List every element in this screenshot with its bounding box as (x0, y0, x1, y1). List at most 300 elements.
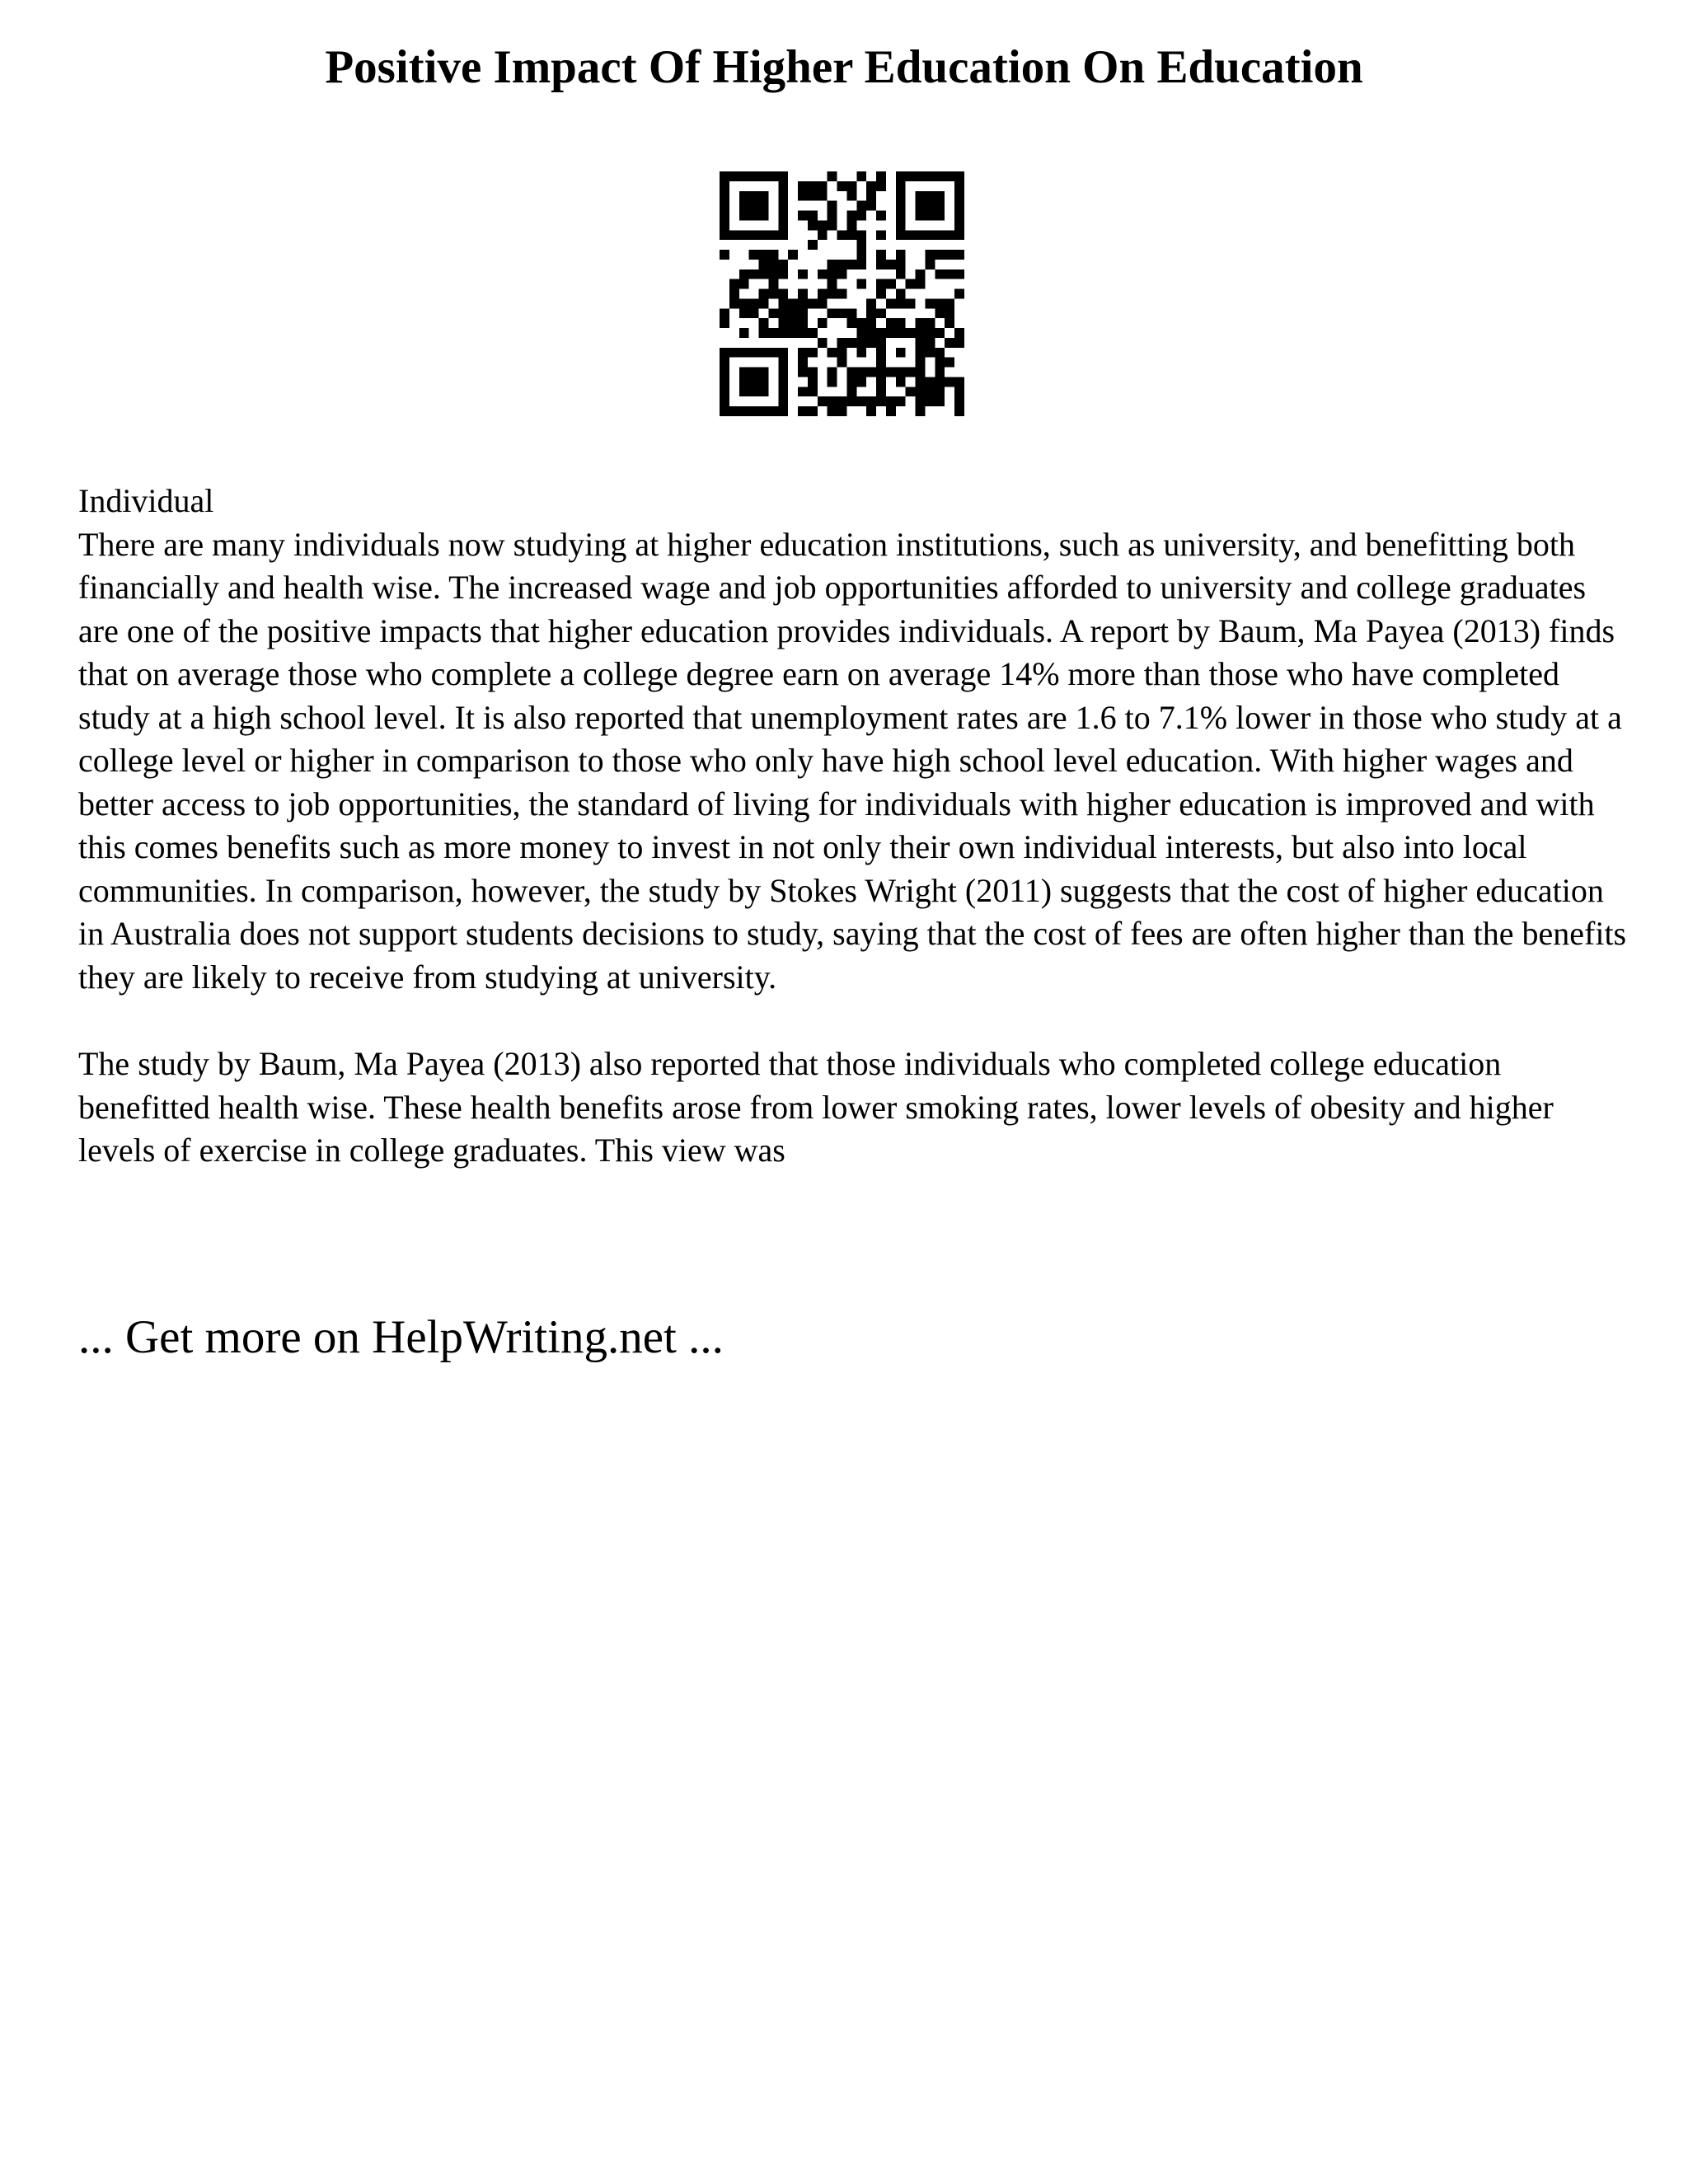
document-title: Positive Impact Of Higher Education On Education (325, 41, 1363, 93)
qr-module (837, 181, 847, 191)
qr-module (935, 171, 945, 181)
qr-module (778, 328, 788, 338)
qr-module (808, 211, 818, 221)
qr-module (720, 387, 729, 396)
qr-module (778, 396, 788, 406)
qr-module (828, 406, 837, 416)
qr-module (798, 368, 808, 377)
qr-module (945, 318, 954, 328)
qr-module (846, 368, 856, 377)
qr-module (954, 289, 964, 299)
qr-module (856, 201, 866, 211)
qr-module (935, 250, 945, 260)
qr-module (954, 396, 964, 406)
qr-module (759, 211, 769, 221)
qr-module (954, 201, 964, 211)
qr-module (739, 279, 749, 289)
qr-module (720, 181, 729, 191)
qr-module (759, 368, 769, 377)
qr-module (935, 201, 945, 211)
qr-module (925, 191, 935, 201)
qr-module (749, 171, 759, 181)
qr-module (798, 348, 808, 358)
qr-module (798, 358, 808, 368)
qr-module (778, 289, 788, 299)
qr-module (866, 181, 876, 191)
qr-module (739, 308, 749, 318)
qr-module (768, 171, 778, 181)
qr-module (778, 358, 788, 368)
qr-module (846, 230, 856, 240)
qr-module (945, 377, 954, 387)
qr-module (876, 250, 886, 260)
qr-module (935, 358, 945, 368)
qr-module (808, 377, 818, 387)
qr-module (808, 181, 818, 191)
qr-module (886, 328, 896, 338)
qr-module (866, 396, 876, 406)
qr-module (954, 406, 964, 416)
qr-module (896, 368, 906, 377)
qr-module (768, 308, 778, 318)
qr-module (866, 328, 876, 338)
qr-module (954, 377, 964, 387)
qr-module (818, 220, 828, 230)
qr-module (846, 220, 856, 230)
qr-module (768, 269, 778, 279)
qr-module (876, 396, 886, 406)
qr-module (906, 279, 916, 289)
qr-module (768, 328, 778, 338)
qr-module (798, 318, 808, 328)
qr-module (876, 308, 886, 318)
qr-module (720, 220, 729, 230)
qr-module (768, 260, 778, 269)
qr-module (768, 348, 778, 358)
qr-module (916, 279, 926, 289)
qr-module (856, 230, 866, 240)
qr-module (886, 406, 896, 416)
qr-module (925, 318, 935, 328)
qr-module (945, 250, 954, 260)
qr-module (866, 406, 876, 416)
qr-module (828, 201, 837, 211)
qr-module (925, 260, 935, 269)
qr-module (856, 260, 866, 269)
qr-module (778, 387, 788, 396)
qr-module (886, 298, 896, 308)
qr-module (837, 269, 847, 279)
qr-module (856, 250, 866, 260)
qr-module (720, 308, 729, 318)
qr-module (945, 171, 954, 181)
qr-module (876, 279, 886, 289)
section-heading: Individual (78, 482, 214, 519)
qr-module (749, 191, 759, 201)
qr-module (768, 406, 778, 416)
qr-module (798, 289, 808, 299)
qr-module (935, 298, 945, 308)
qr-module (925, 328, 935, 338)
qr-module (876, 260, 886, 269)
qr-module (837, 308, 847, 318)
qr-module (935, 211, 945, 221)
qr-module (954, 220, 964, 230)
qr-module (954, 171, 964, 181)
qr-module (945, 308, 954, 318)
qr-module (749, 387, 759, 396)
qr-module (828, 220, 837, 230)
qr-module (925, 348, 935, 358)
qr-module (808, 348, 818, 358)
qr-module (935, 230, 945, 240)
qr-module (876, 377, 886, 387)
qr-module (749, 348, 759, 358)
qr-module (866, 201, 876, 211)
qr-module (876, 358, 886, 368)
qr-module (837, 406, 847, 416)
qr-module (925, 250, 935, 260)
qr-module (896, 220, 906, 230)
qr-module (916, 338, 926, 348)
qr-module (778, 298, 788, 308)
qr-module (906, 230, 916, 240)
qr-module (935, 387, 945, 396)
qr-module (720, 201, 729, 211)
qr-module (818, 269, 828, 279)
qr-module (768, 289, 778, 299)
qr-module (720, 358, 729, 368)
qr-module (759, 260, 769, 269)
qr-module (778, 348, 788, 358)
qr-module (954, 230, 964, 240)
qr-module (778, 377, 788, 387)
qr-module (846, 387, 856, 396)
qr-module (798, 406, 808, 416)
qr-module (828, 171, 837, 181)
qr-module (808, 387, 818, 396)
qr-module (739, 387, 749, 396)
qr-module (856, 377, 866, 387)
qr-module (896, 260, 906, 269)
qr-module (925, 338, 935, 348)
qr-module (808, 406, 818, 416)
qr-module (856, 211, 866, 221)
qr-module (739, 269, 749, 279)
qr-module (788, 250, 798, 260)
qr-module (759, 387, 769, 396)
qr-module (720, 406, 729, 416)
qr-module (798, 211, 808, 221)
qr-module (925, 377, 935, 387)
qr-module (856, 318, 866, 328)
qr-module (739, 368, 749, 377)
qr-module (856, 279, 866, 289)
qr-module (818, 298, 828, 308)
qr-module (935, 368, 945, 377)
qr-module (846, 377, 856, 387)
document-body (78, 480, 1628, 1173)
qr-module (739, 406, 749, 416)
qr-module (720, 230, 729, 240)
qr-module (916, 171, 926, 181)
qr-module (846, 181, 856, 191)
qr-module (846, 191, 856, 201)
qr-module (749, 230, 759, 240)
qr-module (828, 289, 837, 299)
qr-code-icon (720, 171, 964, 416)
qr-module (739, 211, 749, 221)
qr-module (808, 328, 818, 338)
qr-module (856, 171, 866, 181)
qr-module (906, 328, 916, 338)
qr-module (749, 368, 759, 377)
qr-module (945, 298, 954, 308)
qr-module (945, 269, 954, 279)
qr-module (798, 308, 808, 318)
qr-module (886, 396, 896, 406)
qr-module (759, 250, 769, 260)
qr-module (866, 318, 876, 328)
qr-module (954, 387, 964, 396)
qr-module (896, 328, 906, 338)
qr-module (720, 396, 729, 406)
qr-module (954, 250, 964, 260)
qr-module (739, 171, 749, 181)
qr-module (768, 230, 778, 240)
qr-module (837, 358, 847, 368)
qr-module (759, 171, 769, 181)
qr-module (759, 377, 769, 387)
qr-module (720, 377, 729, 387)
qr-module (828, 211, 837, 221)
qr-module (818, 289, 828, 299)
qr-module (837, 260, 847, 269)
qr-module (876, 171, 886, 181)
qr-module (739, 298, 749, 308)
qr-module (856, 328, 866, 338)
qr-module (954, 191, 964, 201)
qr-module (896, 201, 906, 211)
qr-module (896, 250, 906, 260)
qr-module (729, 298, 739, 308)
qr-module (759, 406, 769, 416)
qr-module (818, 191, 828, 201)
qr-module (925, 387, 935, 396)
qr-module (828, 396, 837, 406)
qr-module (778, 269, 788, 279)
qr-module (759, 318, 769, 328)
qr-module (828, 348, 837, 358)
qr-module (866, 298, 876, 308)
qr-module (778, 318, 788, 328)
qr-module (916, 201, 926, 211)
qr-module (818, 338, 828, 348)
qr-module (916, 211, 926, 221)
qr-module (720, 318, 729, 328)
qr-module (837, 230, 847, 240)
qr-module (916, 358, 926, 368)
qr-module (818, 318, 828, 328)
qr-module (720, 211, 729, 221)
qr-module (808, 368, 818, 377)
qr-module (846, 308, 856, 318)
qr-module (798, 387, 808, 396)
qr-module (798, 328, 808, 338)
qr-module (896, 298, 906, 308)
qr-module (729, 406, 739, 416)
qr-module (916, 269, 926, 279)
qr-module (837, 289, 847, 299)
qr-module (916, 328, 926, 338)
qr-module (778, 230, 788, 240)
qr-module (846, 318, 856, 328)
qr-module (856, 348, 866, 358)
qr-module (808, 240, 818, 250)
qr-code-graphic (720, 171, 964, 416)
qr-module (896, 181, 906, 191)
qr-module (856, 240, 866, 250)
qr-module (886, 260, 896, 269)
qr-module (896, 377, 906, 387)
qr-module (828, 260, 837, 269)
qr-module (925, 201, 935, 211)
qr-module (759, 191, 769, 201)
qr-module (935, 308, 945, 318)
qr-module (866, 191, 876, 201)
qr-module (720, 191, 729, 201)
qr-module (935, 396, 945, 406)
qr-module (778, 171, 788, 181)
qr-module (837, 396, 847, 406)
qr-module (729, 230, 739, 240)
qr-module (876, 181, 886, 191)
qr-module (749, 308, 759, 318)
qr-module (876, 387, 886, 396)
qr-module (808, 191, 818, 201)
qr-module (768, 279, 778, 289)
qr-module (739, 191, 749, 201)
qr-module (739, 201, 749, 211)
qr-module (749, 269, 759, 279)
qr-module (778, 220, 788, 230)
qr-module (837, 348, 847, 358)
qr-module (906, 171, 916, 181)
qr-module (729, 279, 739, 289)
qr-module (798, 191, 808, 201)
qr-module (749, 377, 759, 387)
qr-module (954, 328, 964, 338)
qr-module (876, 211, 886, 221)
qr-module (856, 368, 866, 377)
qr-module (749, 250, 759, 260)
qr-module (954, 338, 964, 348)
qr-module (954, 269, 964, 279)
qr-module (876, 289, 886, 299)
qr-module (778, 201, 788, 211)
qr-module (808, 220, 818, 230)
qr-module (935, 348, 945, 358)
qr-module (886, 368, 896, 377)
qr-module (954, 181, 964, 191)
qr-module (778, 211, 788, 221)
qr-module (846, 396, 856, 406)
qr-module (729, 289, 739, 299)
body-paragraph-2: The study by Baum, Ma Payea (2013) also reported that those individuals who completed college education benefitted health wise. These health benefits arose from lower smoking rates, lower levels of obesity and higher levels of exercise in college graduates. This view was (78, 1045, 1554, 1169)
qr-module (788, 328, 798, 338)
qr-module (759, 201, 769, 211)
qr-module (788, 308, 798, 318)
qr-module (896, 269, 906, 279)
qr-module (876, 230, 886, 240)
qr-module (916, 348, 926, 358)
qr-module (768, 250, 778, 260)
qr-module (739, 230, 749, 240)
qr-module (778, 181, 788, 191)
qr-module (798, 269, 808, 279)
qr-module (759, 348, 769, 358)
qr-module (856, 396, 866, 406)
qr-module (916, 230, 926, 240)
qr-module (856, 338, 866, 348)
qr-module (876, 338, 886, 348)
qr-module (896, 171, 906, 181)
qr-module (828, 377, 837, 387)
qr-module (866, 368, 876, 377)
qr-module (759, 269, 769, 279)
qr-module (808, 298, 818, 308)
qr-module (846, 211, 856, 221)
qr-module (916, 368, 926, 377)
qr-module (935, 328, 945, 338)
qr-module (739, 348, 749, 358)
qr-module (720, 250, 729, 260)
qr-module (778, 308, 788, 318)
qr-module (818, 396, 828, 406)
qr-module (866, 338, 876, 348)
get-more-link[interactable]: ... Get more on HelpWriting.net ... (78, 1311, 724, 1363)
qr-module (759, 298, 769, 308)
qr-module (876, 348, 886, 358)
qr-module (896, 348, 906, 358)
qr-module (896, 230, 906, 240)
qr-module (916, 406, 926, 416)
qr-module (935, 191, 945, 201)
qr-module (916, 387, 926, 396)
qr-module (906, 298, 916, 308)
qr-module (749, 406, 759, 416)
qr-module (828, 308, 837, 318)
qr-module (866, 308, 876, 318)
qr-module (729, 348, 739, 358)
qr-module (945, 230, 954, 240)
qr-module (759, 328, 769, 338)
qr-module (828, 368, 837, 377)
qr-module (828, 279, 837, 289)
qr-module (896, 396, 906, 406)
qr-module (778, 191, 788, 201)
qr-module (759, 230, 769, 240)
qr-module (749, 211, 759, 221)
qr-module (818, 230, 828, 240)
qr-module (876, 368, 886, 377)
qr-module (925, 211, 935, 221)
qr-module (759, 289, 769, 299)
qr-module (739, 377, 749, 387)
qr-module (896, 289, 906, 299)
qr-module (778, 260, 788, 269)
qr-module (818, 181, 828, 191)
